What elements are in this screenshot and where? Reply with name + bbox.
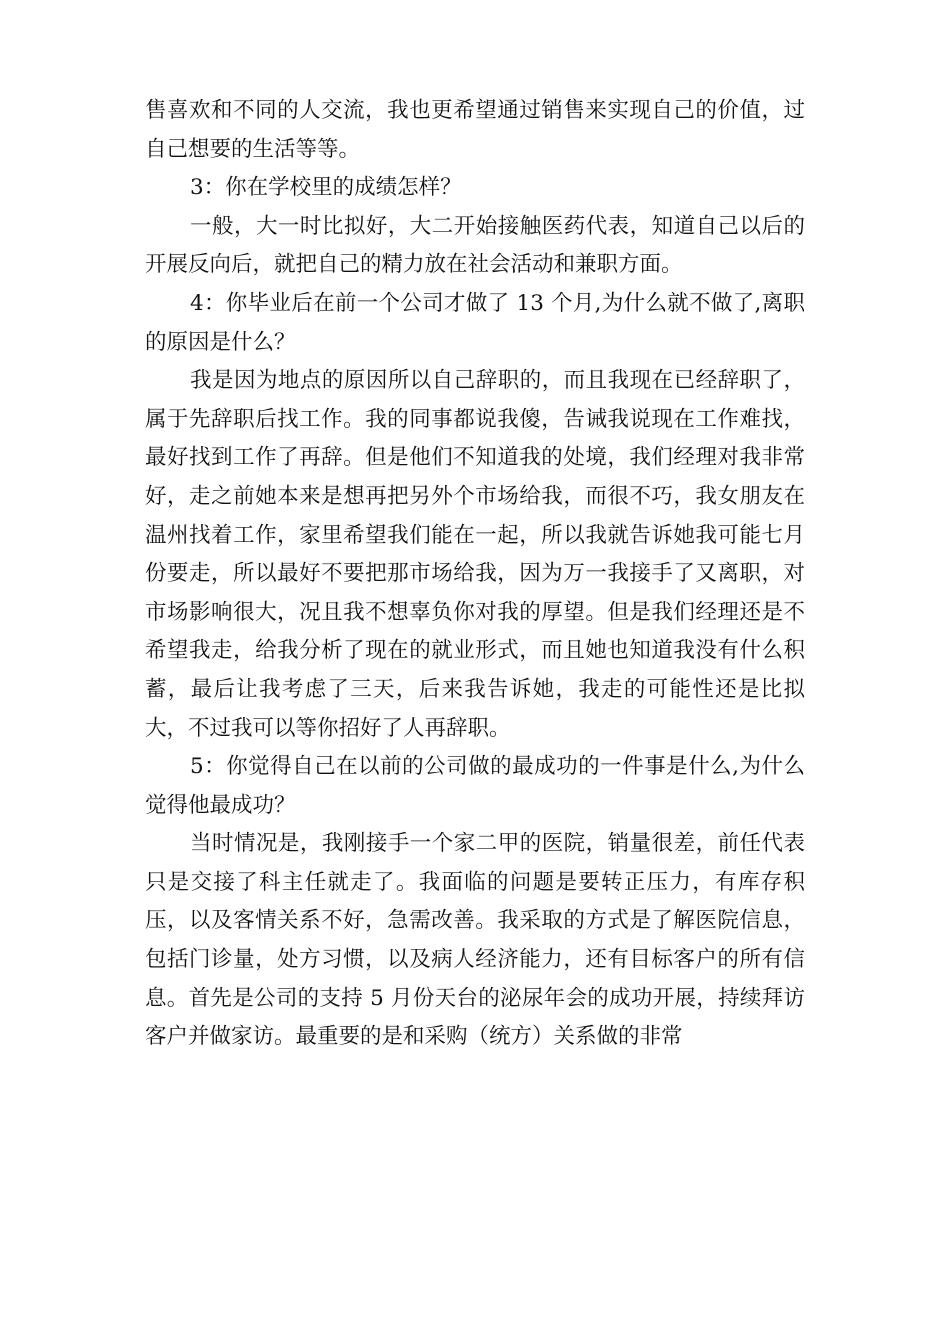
answer-3: 一般，大一时比拟好，大二开始接触医药代表，知道自己以后的开展反向后，就把自己的精力放在社会活动和兼职方面。	[145, 213, 805, 278]
question-4: 4：你毕业后在前一个公司才做了 13 个月,为什么就不做了,离职的原因是什么？	[145, 290, 805, 355]
document-body	[145, 92, 805, 1057]
question-5: 5：你觉得自己在以前的公司做的最成功的一件事是什么,为什么觉得他最成功？	[145, 754, 805, 818]
question-3: 3：你在学校里的成绩怎样？	[190, 175, 462, 201]
answer-5: 当时情况是，我刚接手一个家二甲的医院，销量很差，前任代表只是交接了科主任就走了。我面临的问题是要转正压力，有库存积压，以及客情关系不好，急需改善。我采取的方式是了解医院信息，包括门诊量，处方习惯，以及病人经济能力，还有目标客户的所有信息。首先是公司的支持 5 月份天台的泌尿年会的成功开展，持续拜访客户并做家访。最重要的是和采购（统方）关系做的非常	[145, 831, 805, 1050]
answer-4: 我是因为地点的原因所以自己辞职的，而且我现在已经辞职了，属于先辞职后找工作。我的同事都说我傻，告诫我说现在工作难找，最好找到工作了再辞。但是他们不知道我的处境，我们经理对我非常好，走之前她本来是想再把另外个市场给我，而很不巧，我女朋友在温州找着工作，家里希望我们能在一起，所以我就告诉她我可能七月份要走，所以最好不要把那市场给我，因为万一我接手了又离职，对市场影响很大，况且我不想辜负你对我的厚望。但是我们经理还是不希望我走，给我分析了现在的就业形式，而且她也知道我没有什么积蓄，最后让我考虑了三天，后来我告诉她，我走的可能性还是比拟大，不过我可以等你招好了人再辞职。	[145, 368, 805, 741]
paragraph-continuation: 售喜欢和不同的人交流，我也更希望通过销售来实现自己的价值，过自己想要的生活等等。	[145, 98, 805, 162]
